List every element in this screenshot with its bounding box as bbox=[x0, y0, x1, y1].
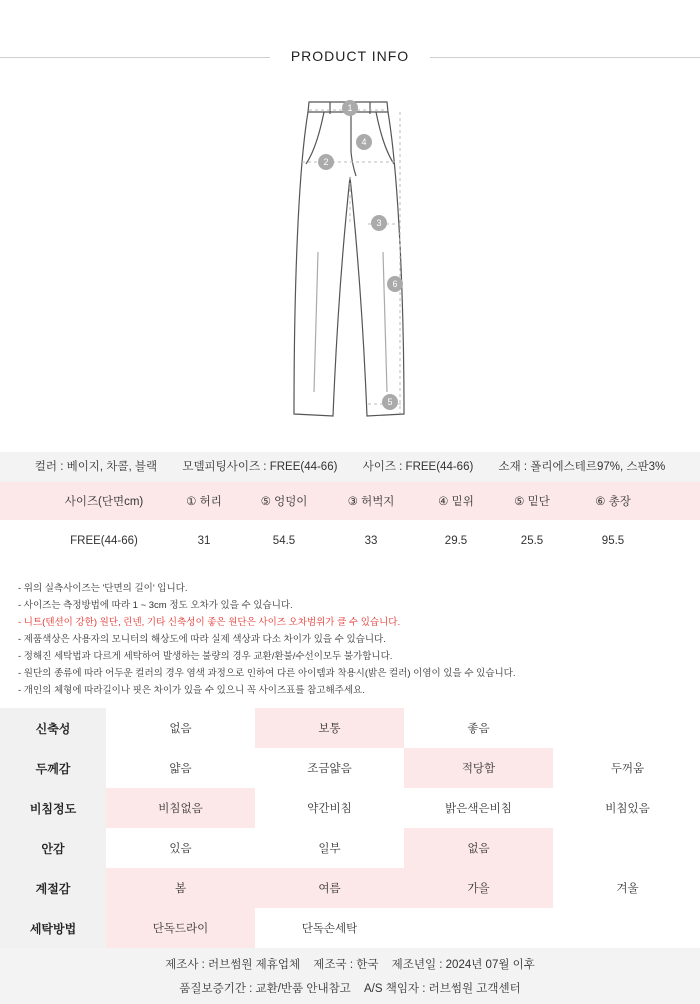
table-row bbox=[0, 520, 700, 562]
size-cell-length: 95.5 bbox=[601, 535, 625, 547]
property-option-selected: 여름 bbox=[255, 868, 404, 908]
note-item: - 제품색상은 사용자의 모니터의 해상도에 따라 실제 색상과 다소 차이가 있을 수 있습니다. bbox=[18, 634, 386, 645]
size-header-hip: ⑤ 엉덩이 bbox=[260, 496, 308, 508]
property-option: 일부 bbox=[318, 843, 341, 855]
property-option: 있음 bbox=[169, 843, 192, 855]
property-label: 비침정도 bbox=[0, 788, 106, 828]
property-row-stretch bbox=[0, 708, 700, 748]
property-option: 조금얇음 bbox=[307, 763, 352, 775]
spec-material: 소재 : 폴리에스테르97%, 스판3% bbox=[498, 461, 666, 473]
footer-date: 제조년일 : 2024년 07월 이후 bbox=[391, 959, 535, 971]
property-option: 단독손세탁 bbox=[301, 923, 358, 935]
footer-country: 제조국 : 한국 bbox=[313, 959, 379, 971]
footer-as: A/S 책임자 : 러브썸원 고객센터 bbox=[363, 983, 521, 995]
spec-summary bbox=[0, 452, 700, 482]
size-cell-hip: 54.5 bbox=[272, 535, 296, 547]
note-item: - 원단의 종류에 따라 어두운 컬러의 경우 염색 과정으로 인하여 다른 아이템과 착용시(밝은 컬러) 이염이 있을 수 있습니다. bbox=[18, 668, 516, 679]
size-header-label: 사이즈(단면cm) bbox=[64, 496, 144, 508]
property-option: 약간비침 bbox=[307, 803, 352, 815]
manufacturer-info bbox=[0, 948, 700, 1004]
size-header-length: ⑥ 총장 bbox=[595, 496, 631, 508]
property-row-thickness bbox=[0, 748, 700, 788]
property-option bbox=[553, 908, 700, 948]
property-option-selected: 적당함 bbox=[404, 748, 553, 788]
size-table-header bbox=[0, 482, 700, 520]
property-label: 세탁방법 bbox=[0, 908, 106, 948]
property-row-sheerness bbox=[0, 788, 700, 828]
size-cell-thigh: 33 bbox=[364, 535, 378, 547]
marker-label-3: 3 bbox=[376, 218, 382, 228]
spec-model-size: 모델피팅사이즈 : FREE(44-66) bbox=[182, 461, 338, 473]
spec-size: 사이즈 : FREE(44-66) bbox=[362, 461, 474, 473]
footer-maker: 제조사 : 러브썸원 제휴업체 bbox=[165, 959, 301, 971]
property-row-washing bbox=[0, 908, 700, 948]
size-cell-waist: 31 bbox=[197, 535, 211, 547]
property-label: 안감 bbox=[0, 828, 106, 868]
property-row-lining bbox=[0, 828, 700, 868]
property-option: 좋음 bbox=[467, 723, 490, 735]
page-title: PRODUCT INFO bbox=[290, 48, 410, 64]
property-label: 두께감 bbox=[0, 748, 106, 788]
marker-label-2: 2 bbox=[323, 157, 329, 167]
property-option-selected: 단독드라이 bbox=[106, 908, 255, 948]
size-notes bbox=[18, 580, 688, 699]
property-option: 얇음 bbox=[169, 763, 192, 775]
note-item-warning: - 니트(텐션이 강한) 원단, 린넨, 기타 신축성이 좋은 원단은 사이즈 오차범위가 클 수 있습니다. bbox=[18, 617, 401, 628]
property-option-selected: 비침없음 bbox=[106, 788, 255, 828]
property-option bbox=[553, 828, 700, 868]
property-option-selected: 없음 bbox=[404, 828, 553, 868]
property-option bbox=[553, 708, 700, 748]
property-label: 계절감 bbox=[0, 868, 106, 908]
property-option: 없음 bbox=[169, 723, 192, 735]
pants-outline-image bbox=[280, 92, 420, 428]
property-option: 겨울 bbox=[616, 883, 639, 895]
note-item: - 위의 실측사이즈는 '단면의 길이' 입니다. bbox=[18, 583, 188, 594]
property-option: 밝은색은비침 bbox=[445, 803, 512, 815]
marker-label-6: 6 bbox=[392, 279, 398, 289]
note-item: - 사이즈는 측정방법에 따라 1 ~ 3cm 정도 오차가 있을 수 있습니다. bbox=[18, 600, 293, 611]
size-header-rise: ④ 밑위 bbox=[438, 496, 474, 508]
product-info-header bbox=[0, 44, 700, 70]
divider-right bbox=[430, 57, 700, 58]
size-cell-hem: 25.5 bbox=[520, 535, 544, 547]
footer-line-2 bbox=[0, 980, 700, 996]
property-row-season bbox=[0, 868, 700, 908]
spec-color: 컬러 : 베이지, 차콜, 블랙 bbox=[34, 461, 158, 473]
size-header-thigh: ③ 허벅지 bbox=[347, 496, 395, 508]
footer-warranty: 품질보증기간 : 교환/반품 안내참고 bbox=[179, 983, 351, 995]
size-cell-rise: 29.5 bbox=[444, 535, 468, 547]
size-header-hem: ⑤ 밑단 bbox=[514, 496, 550, 508]
size-header-waist: ① 허리 bbox=[186, 496, 222, 508]
footer-line-1 bbox=[0, 956, 700, 972]
marker-label-5: 5 bbox=[387, 397, 393, 407]
property-label: 신축성 bbox=[0, 708, 106, 748]
property-option bbox=[404, 908, 553, 948]
marker-label-4: 4 bbox=[361, 137, 367, 147]
property-option: 두꺼움 bbox=[610, 763, 645, 775]
fabric-properties-table bbox=[0, 708, 700, 948]
note-item: - 개인의 체형에 따라길이나 핏은 차이가 있을 수 있으니 꼭 사이즈표를 참고해주세요. bbox=[18, 685, 365, 696]
marker-label-1: 1 bbox=[347, 103, 353, 113]
property-option: 비침있음 bbox=[605, 803, 650, 815]
note-item: - 정해진 세탁법과 다르게 세탁하여 발생하는 불량의 경우 교환/환불/수선이모두 불가합니다. bbox=[18, 651, 393, 662]
pants-measurement-diagram bbox=[280, 92, 420, 428]
property-option-selected: 보통 bbox=[255, 708, 404, 748]
property-option-selected: 가을 bbox=[404, 868, 553, 908]
size-cell-size: FREE(44-66) bbox=[70, 535, 138, 547]
property-option-selected: 봄 bbox=[106, 868, 255, 908]
